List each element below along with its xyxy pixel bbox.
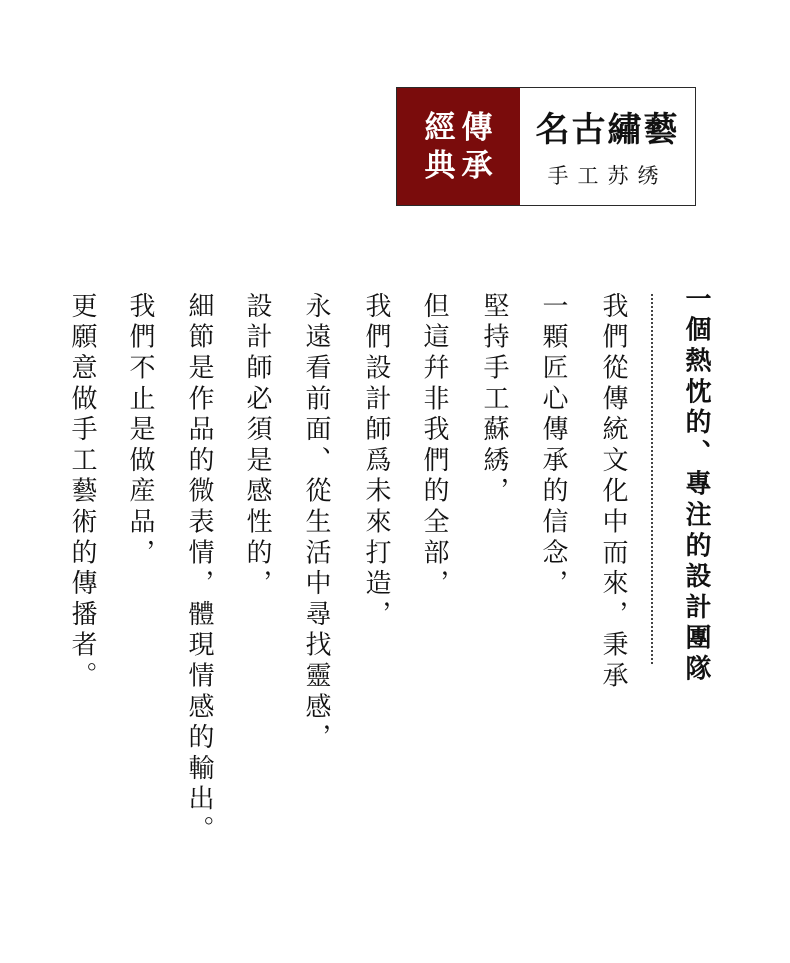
seal-char: 傳 [461, 109, 493, 146]
brand-name: 名古繡藝 [535, 110, 680, 150]
body-line: 我們不止是做産品， [125, 292, 155, 570]
body-line: 更願意做手工藝術的傳播者。 [67, 292, 97, 693]
body-line: 我們從傳統文化中而來，秉承 [598, 292, 628, 693]
brand-subtitle: 手工苏绣 [547, 164, 668, 188]
body-line: 我們設計師爲未來打造， [361, 292, 391, 631]
body-line: 但這幷非我們的全部， [419, 292, 449, 600]
headline: 一個熱忱的、專注的設計團隊 [681, 285, 711, 686]
body-line: 一顆匠心傳承的信念， [538, 292, 568, 600]
seal-char: 典 [424, 147, 456, 184]
seal-char: 經 [424, 109, 456, 146]
body-line: 堅持手工蘇綉， [479, 292, 509, 508]
body-line: 設計師必須是感性的， [242, 292, 272, 600]
body-line: 永遠看前面、從生活中尋找靈感， [301, 292, 331, 754]
body-line: 細節是作品的微表情，體現情感的輸出。 [184, 292, 214, 847]
dotted-divider [651, 294, 653, 664]
seal-char: 承 [461, 147, 493, 184]
